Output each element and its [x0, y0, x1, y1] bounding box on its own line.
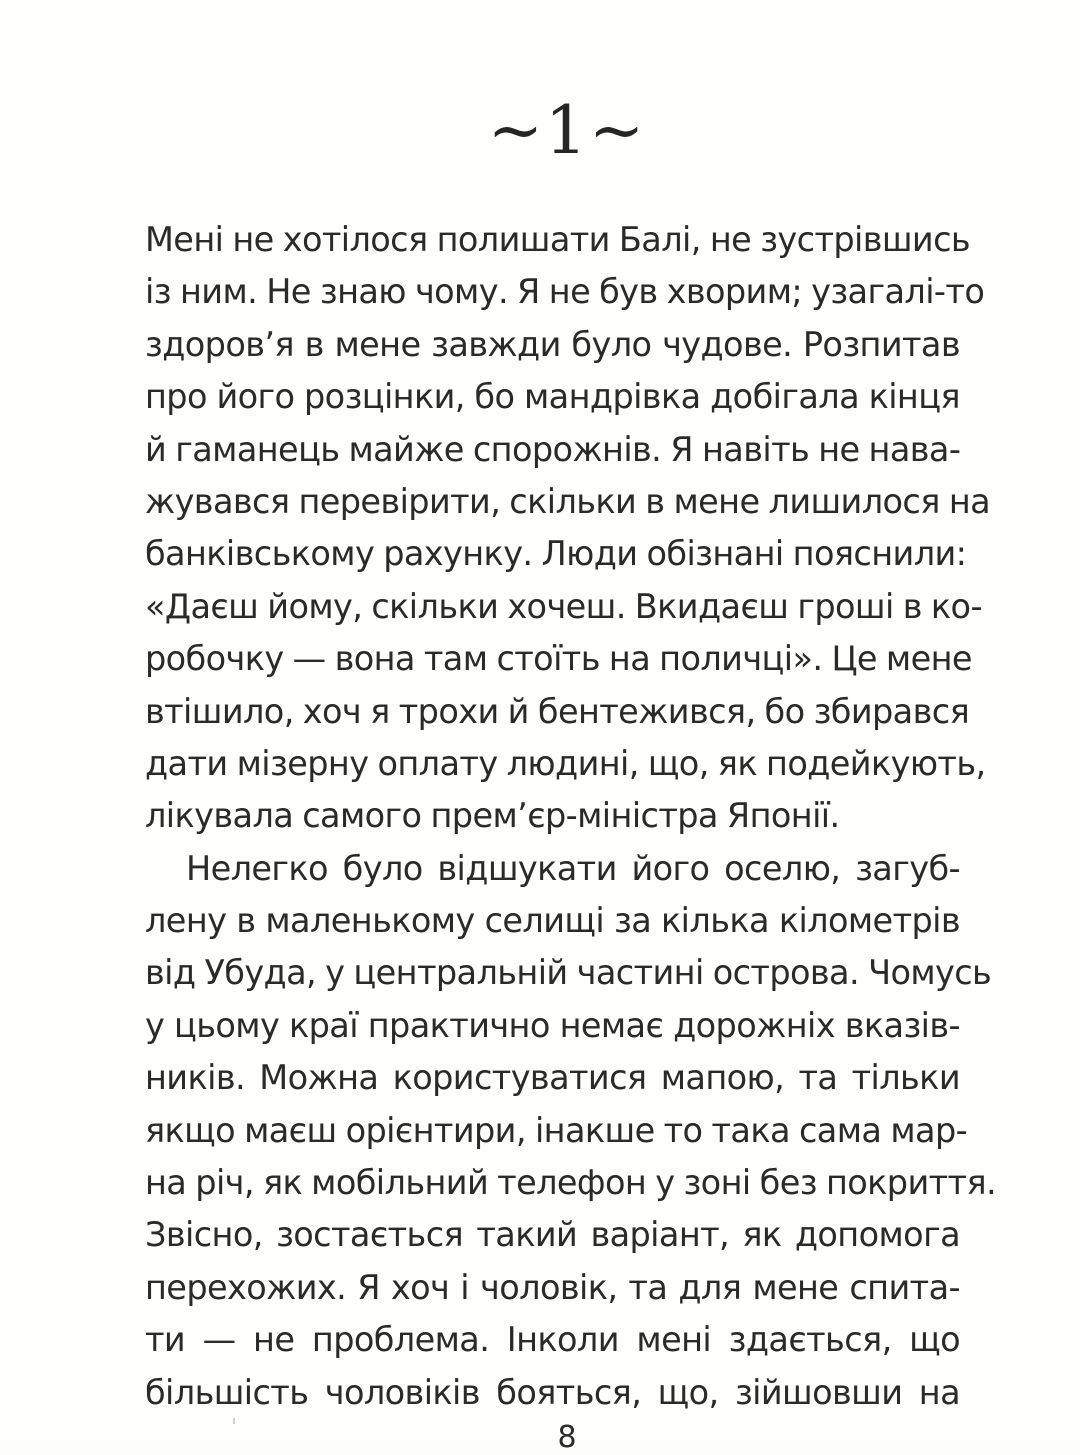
- text-line: й гаманець майже спорожнів. Я навіть не нава-: [145, 429, 961, 469]
- text-line: втішило, хоч я трохи й бентежився, бо збирався: [145, 691, 970, 731]
- text-line: ти — не проблема. Інколи мені здається, що: [145, 1320, 960, 1360]
- text-line: Мені не хотілося полишати Балі, не зустрівшись: [145, 220, 971, 259]
- text-line: на річ, як мобільний телефон у зоні без покриття.: [145, 1163, 997, 1203]
- text-line: із ним. Не знаю чому. Я не був хворим; узагалі-то: [145, 272, 985, 312]
- page-number: 8: [557, 1420, 577, 1455]
- text-line: робочку — вона там стоїть на поличці». Це мене: [145, 639, 972, 679]
- text-line: Нелегко було відшукати його оселю, загуб-: [186, 848, 960, 888]
- text-line: «Даєш йому, скільки хочеш. Вкидаєш гроші в ко-: [145, 586, 982, 626]
- text-line: Звісно, зостається такий варіант, як допомога: [145, 1215, 960, 1255]
- body-text: [145, 214, 997, 1419]
- text-line: жувався перевірити, скільки в мене лишилося на: [145, 481, 991, 521]
- text-line: ників. Можна користуватися мапою, та тільки: [145, 1058, 960, 1098]
- text-line: якщо маєш орієнтири, інакше то така сама мар-: [145, 1110, 968, 1150]
- text-line: про його розцінки, бо мандрівка добігала кінця: [145, 377, 960, 417]
- text-line: дати мізерну оплату людині, що, як подейкують,: [145, 743, 986, 783]
- text-line: більшість чоловіків бояться, що, зійшовши на: [145, 1372, 960, 1412]
- text-line: від Убуда, у центральній частині острова. Чомусь: [145, 953, 992, 993]
- text-line: банківському рахунку. Люди обізнані пояснили:: [145, 534, 967, 574]
- paragraph-1: [145, 214, 991, 843]
- text-line: у цьому краї практично немає дорожніх вказів-: [145, 1005, 960, 1045]
- text-line: лікувала самого прем’єр-міністра Японії.: [145, 796, 840, 836]
- text-line: перехожих. Я хоч і чоловік, та для мене спита-: [145, 1267, 960, 1307]
- text-line: лену в маленькому селищі за кілька кілометрів: [145, 901, 960, 941]
- paragraph-2: [145, 843, 997, 1419]
- text-line: здоров’я в мене завжди було чудове. Розпитав: [145, 324, 960, 364]
- chapter-marker: ~1~: [487, 92, 647, 169]
